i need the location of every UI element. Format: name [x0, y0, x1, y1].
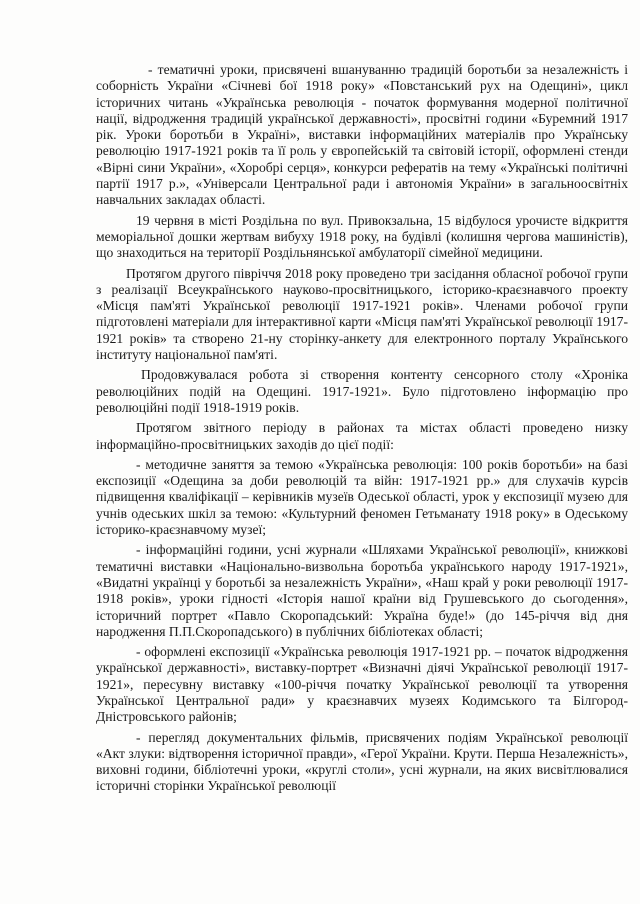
paragraph-information-hours: - інформаційні години, усні журнали «Шляхами Української революції», книжкові тематичні виставки «Національно-визвольна боротьба українського народу 1917-1921», «Видатні українці у боротьбі за незалежність України», «Наш край у роки революції 1917-1918 років», уроки гідності «Історія нашої країни від Грушевського до сьогодення», історичний портрет «Павло Скоропадський: Україна буде!» (до 145-річчя від дня народження П.П.Скоропадського) в публічних бібліотеках області; [96, 542, 628, 639]
paragraph-working-group: Протягом другого півріччя 2018 року проведено три засідання обласної робочої групи з реалізації Всеукраїнського науково-просвітницького, історико-краєзнавчого проекту «Місця пам'яті Української революції 1917-1921 років». Членами робочої групи підготовлені матеріали для інтерактивної карти «Місця пам'яті Української революції 1917-1921 років» та створено 21-ну сторінку-анкету для електронного порталу Українського інституту національної пам'яті. [96, 265, 628, 363]
paragraph-reporting-period: Протягом звітного періоду в районах та містах області проведено низку інформаційно-просвітницьких заходів до цієї події: [96, 420, 628, 452]
paragraph-documentary-films: - перегляд документальних фільмів, присвячених подіям Української революції «Акт злуки: відтворення історичної правди», «Герої України. Крути. Перша Незалежність», виховні години, бібліотечні уроки, «круглі столи», усні журнали, на яких висвітлювалися історичні сторінки Української революції [96, 729, 628, 794]
paragraph-thematic-lessons: - тематичні уроки, присвячені вшануванню традицій боротьби за незалежність і соборність України «Січневі бої 1918 року» «Повстанський рух на Одещині», цикл історичних читань «Українська революція - початок формування модерної політичної нації, відродження традицій української державності», просвітні години «Буремний 1917 рік. Уроки боротьби в Україні», виставки інформаційних матеріалів про Українську революцію 1917-1921 років та її роль у європейській та світовій історії, оформлені стенди «Вірні сини України», «Хоробрі серця», конкурси рефератів на тему «Українські політичні партії 1917 р.», «Універсали Центральної ради і автономія України» в загальноосвітніх навчальних закладах області. [96, 62, 628, 208]
paragraph-memorial-plaque: 19 червня в місті Роздільна по вул. Привокзальна, 15 відбулося урочисте відкриття меморіальної дошки жертвам вибуху 1918 року, на будівлі (колишня чергова машиністів), що знаходиться на території Роздільнянської амбулаторії сімейної медицини. [96, 212, 628, 261]
paragraph-methodical-lesson: - методичне заняття за темою «Українська революція: 100 років боротьби» на базі експозиції «Одещина за доби революцій та війн: 1917-1921 рр.» для слухачів курсів підвищення кваліфікації – керівників музеїв Одеської області, урок у експозиції музею для учнів одеських шкіл за темою: «Культурний феномен Гетьманату 1918 року» в Одеському історико-краєзнавчому музеї; [96, 456, 628, 538]
document-body [96, 62, 628, 799]
paragraph-sensor-table: Продовжувалася робота зі створення контенту сенсорного столу «Хроніка революційних подій на Одещині. 1917-1921». Було підготовлено інформацію про революційні події 1918-1919 років. [96, 367, 628, 415]
paragraph-expositions: - оформлені експозиції «Українська революція 1917-1921 рр. – початок відродження української державності», виставку-портрет «Визначні діячі Української революції 1917-1921», пересувну виставку «100-річчя початку Української революції та утворення Української Центральної ради» у краєзнавчих музеях Кодимського та Білгород-Дністровського районів; [96, 644, 628, 725]
